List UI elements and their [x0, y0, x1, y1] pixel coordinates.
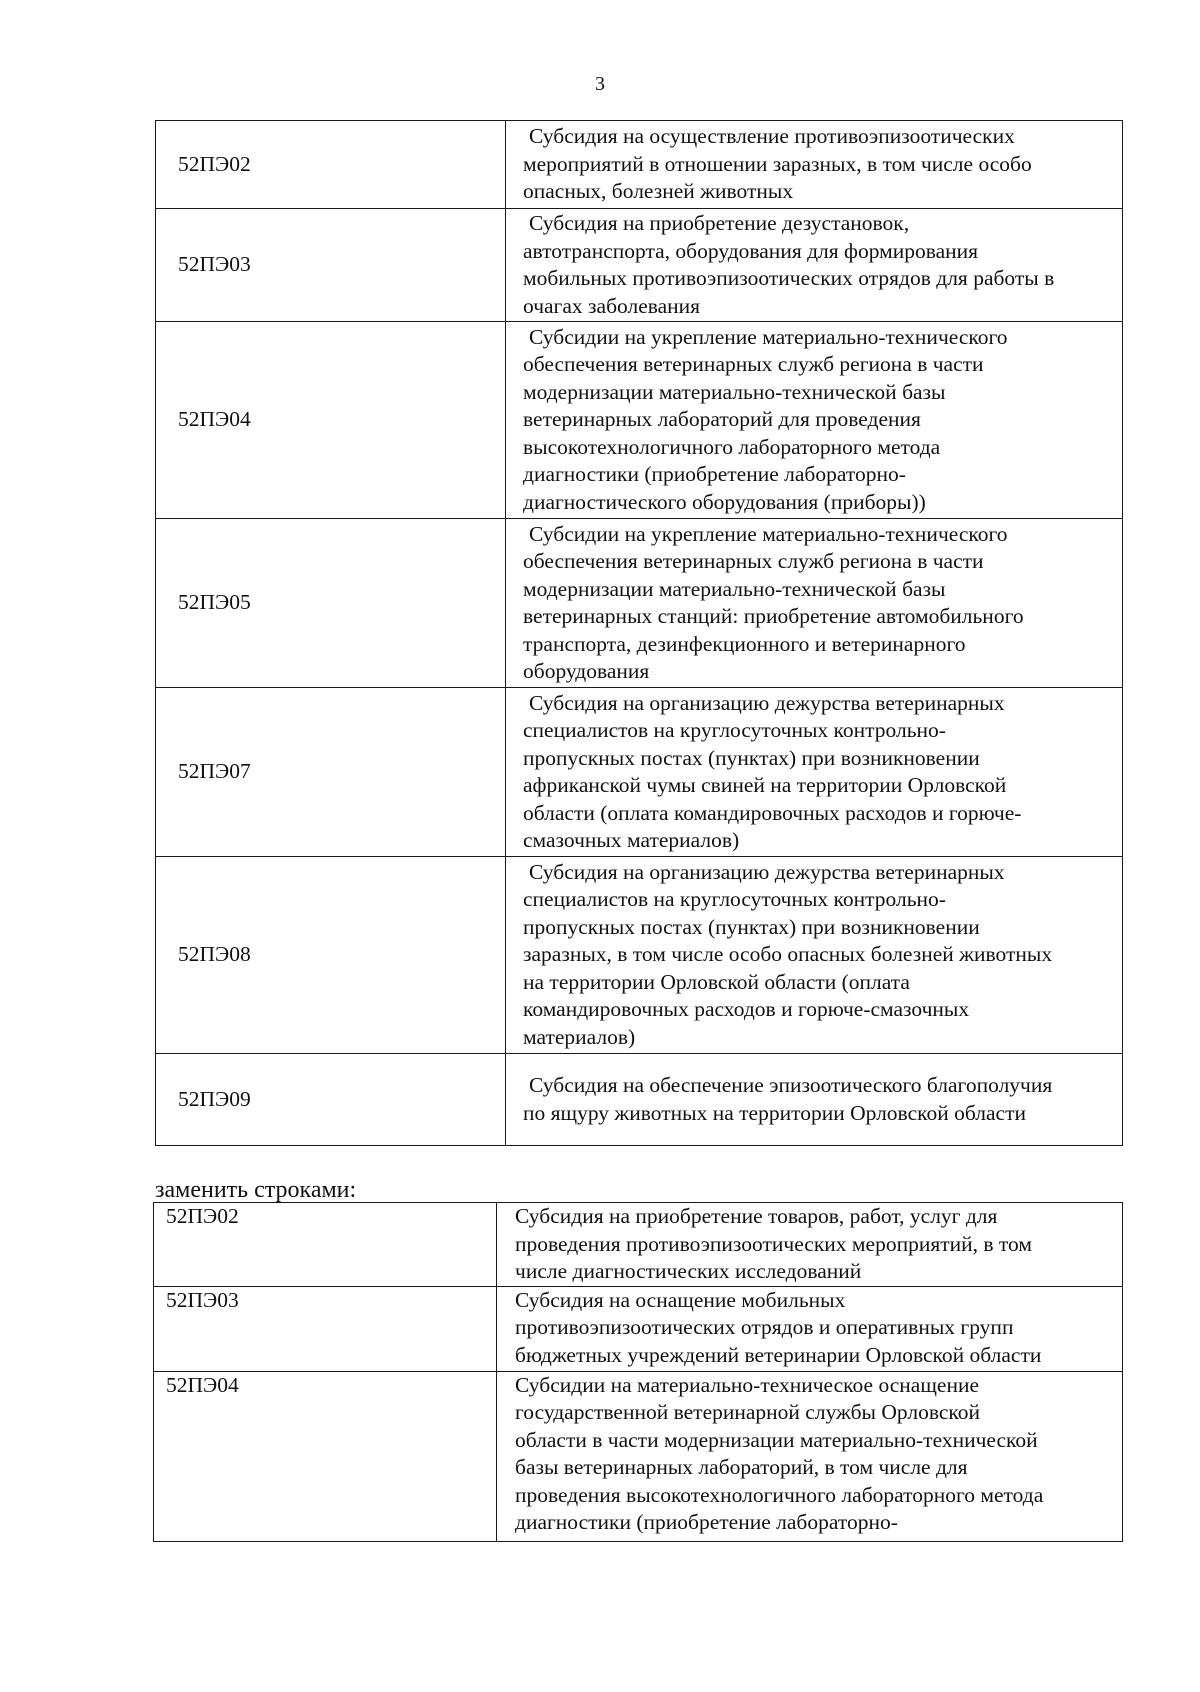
subsidy-description-cell — [506, 857, 1123, 1054]
description-line: Субсидия на организацию дежурства ветеринарных — [529, 859, 1005, 884]
description-line: специалистов на круглосуточных контрольно- — [523, 718, 946, 742]
budget-code-cell: 52ПЭ03 — [154, 1286, 497, 1371]
description-line: автотранспорта, оборудования для формирования — [523, 238, 979, 263]
table-row — [154, 1371, 1123, 1541]
description-line: области в части модернизации материально-технической — [515, 1427, 1038, 1452]
description-line: Субсидия на приобретение дезустановок, — [529, 211, 910, 235]
table-row — [156, 1054, 1123, 1146]
budget-code-cell: 52ПЭ03 — [156, 209, 506, 322]
subsidy-description-cell — [506, 121, 1123, 209]
description-line: диагностики (приобретение лабораторно- — [515, 1510, 898, 1534]
replacement-rows-body — [154, 1203, 1123, 1542]
description-line: пропускных постах (пунктах) при возникновении — [523, 914, 980, 939]
description-line: оборудования — [523, 659, 650, 683]
budget-code-cell: 52ПЭ09 — [156, 1054, 506, 1146]
subsidy-description-cell — [506, 519, 1123, 688]
replacement-rows-table — [153, 1202, 1123, 1542]
subsidy-description-cell — [506, 688, 1123, 857]
description-line: Субсидии на материально-техническое оснащение — [515, 1372, 979, 1397]
description-line: ветеринарных лабораторий для проведения — [523, 407, 921, 432]
description-line: обеспечения ветеринарных служб региона в части — [523, 549, 984, 573]
description-line: на территории Орловской области (оплата — [523, 969, 910, 994]
description-line: базы ветеринарных лабораторий, в том числе для — [515, 1455, 968, 1479]
description-line: проведения противоэпизоотических мероприятий, в том — [515, 1231, 1032, 1256]
table-row — [156, 121, 1123, 209]
page-number: 3 — [595, 73, 605, 95]
description-line: модернизации материально-технической базы — [523, 576, 946, 601]
budget-code-cell: 52ПЭ04 — [154, 1371, 497, 1541]
table-row — [154, 1286, 1123, 1371]
description-line: Субсидия на обеспечение эпизоотического благополучия — [529, 1073, 1053, 1097]
description-line: Субсидия на приобретение товаров, работ, услуг для — [515, 1204, 998, 1228]
description-line: проведения высокотехнологичного лабораторного метода — [515, 1482, 1044, 1507]
budget-code-cell: 52ПЭ02 — [156, 121, 506, 209]
description-line: Субсидия на оснащение мобильных — [515, 1287, 846, 1312]
description-line: материалов) — [523, 1024, 636, 1049]
description-line: бюджетных учреждений ветеринарии Орловской области — [515, 1342, 1042, 1367]
description-line: командировочных расходов и горюче-смазочных — [523, 997, 970, 1022]
budget-code-cell: 52ПЭ07 — [156, 688, 506, 857]
description-line: по ящуру животных на территории Орловской области — [523, 1100, 1026, 1125]
description-line: мобильных противоэпизоотических отрядов для работы в — [523, 266, 1055, 290]
description-line: транспорта, дезинфекционного и ветеринарного — [523, 631, 966, 656]
description-line: специалистов на круглосуточных контрольно- — [523, 887, 946, 912]
table-row — [154, 1203, 1123, 1287]
table-row — [156, 857, 1123, 1054]
description-line: противоэпизоотических отрядов и оперативных групп — [515, 1315, 1014, 1339]
description-line: высокотехнологичного лабораторного метода — [523, 434, 941, 459]
subsidy-description-cell — [497, 1203, 1123, 1287]
description-line: Субсидия на осуществление противоэпизоотических — [529, 124, 1015, 149]
budget-code-cell: 52ПЭ04 — [156, 322, 506, 519]
description-line: очагах заболевания — [523, 293, 701, 318]
table-row — [156, 688, 1123, 857]
description-line: мероприятий в отношении заразных, в том числе особо — [523, 151, 1032, 176]
description-line: пропускных постах (пунктах) при возникновении — [523, 745, 980, 770]
subsidy-description-cell — [497, 1371, 1123, 1541]
description-line: ветеринарных станций: приобретение автомобильного — [523, 604, 1024, 628]
description-line: Субсидия на организацию дежурства ветеринарных — [529, 690, 1005, 715]
subsidy-description-cell — [497, 1286, 1123, 1371]
subsidy-description-cell — [506, 322, 1123, 519]
description-line: Субсидии на укрепление материально-технического — [529, 324, 1008, 349]
budget-code-cell: 52ПЭ08 — [156, 857, 506, 1054]
budget-code-cell: 52ПЭ02 — [154, 1203, 497, 1287]
subsidy-description-cell — [506, 209, 1123, 322]
subsidy-description-cell — [506, 1054, 1123, 1146]
original-rows-table — [155, 120, 1123, 1146]
description-line: диагностического оборудования (приборы)) — [523, 489, 926, 514]
table-row — [156, 519, 1123, 688]
description-line: обеспечения ветеринарных служб региона в части — [523, 352, 984, 377]
replace-instruction: заменить строками: — [155, 1177, 357, 1203]
description-line: смазочных материалов) — [523, 828, 740, 852]
description-line: опасных, болезней животных — [523, 179, 794, 204]
description-line: африканской чумы свиней на территории Орловской — [523, 773, 1007, 797]
description-line: диагностики (приобретение лабораторно- — [523, 462, 906, 487]
original-rows-body — [156, 121, 1123, 1146]
description-line: области (оплата командировочных расходов и горюче- — [523, 800, 1022, 825]
description-line: государственной ветеринарной службы Орловской — [515, 1400, 981, 1424]
budget-code-cell: 52ПЭ05 — [156, 519, 506, 688]
description-line: Субсидии на укрепление материально-технического — [529, 521, 1008, 546]
table-row — [156, 322, 1123, 519]
description-line: модернизации материально-технической базы — [523, 379, 946, 404]
description-line: числе диагностических исследований — [515, 1259, 862, 1283]
description-line: заразных, в том числе особо опасных болезней животных — [523, 942, 1053, 967]
table-row — [156, 209, 1123, 322]
